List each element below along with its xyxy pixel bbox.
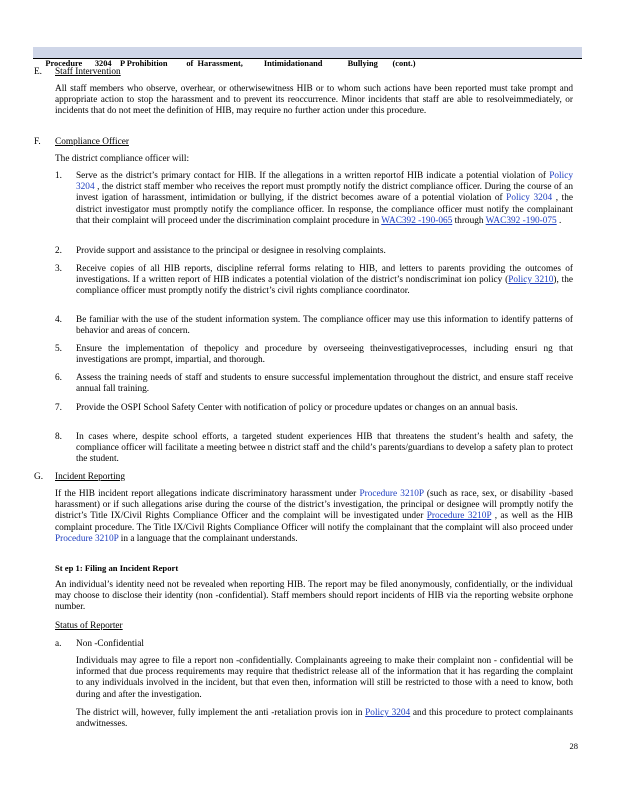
item-3-text: Receive copies of all HIB reports, discipline referral forms relating to HIB, and letters to parents providing the outcomes of investigations. If a written report of HIB indicates a potential violation of the district’s nondiscriminat ion policy (Policy 3210), the compliance officer must promptly notify the district’s civil rights compliance coordinator. <box>76 264 573 297</box>
section-g-heading: Incident Reporting <box>55 472 125 482</box>
subsection-a-letter: a. <box>55 639 62 649</box>
item-1-text: Serve as the district’s primary contact for HIB. If the allegations in a written reportof HIB indicate a potential violation of Policy 3204 , the district staff member who receives the report must promptly notify the district compliance officer. During the course of an invest igation of harassment, intimidation or bullying, if the district becomes aware of a potential violation of Policy 3204 , the district investigator must promptly notify the compliance officer. In response, the compliance officer must notify the complainant that their complaint will proceed under the discrimination complaint procedure in WAC392 -190-065 through WAC392 -190-075 . <box>76 171 573 226</box>
wac-392-190-075-link[interactable]: WAC392 -190-075 <box>485 215 557 226</box>
section-e-letter: E. <box>34 67 43 77</box>
policy-3204-link[interactable]: Policy 3204 <box>76 171 573 193</box>
item-4 <box>76 315 573 337</box>
item-2 <box>76 246 573 257</box>
section-g-paragraph-2 <box>55 580 573 614</box>
procedure-header-bar <box>33 47 582 68</box>
item-4-number: 4. <box>55 315 62 325</box>
procedure-3210p-link-2[interactable]: Procedure 3210P <box>426 511 492 522</box>
policy-3210-link[interactable]: Policy 3210 <box>508 275 554 286</box>
non-confidential-paragraph <box>76 656 573 701</box>
item-1 <box>76 171 573 227</box>
non-confidential-paragraph-text: Individuals may agree to file a report non -confidentially. Complainants agreeing to make their complaint non - confidential will be informed that due process requirements may require that thedistrict release all of the information that it has regarding the complaint to any individuals involved in the incident, but that even then, information will still be restricted to those with a need to know, both during and after the investigation. <box>76 656 573 700</box>
section-e-heading: Staff Intervention <box>55 67 121 77</box>
item-4-text: Be familiar with the use of the student information system. The compliance officer may use this information to identify patterns of behavior and areas of concern. <box>76 315 573 337</box>
section-e-body <box>55 84 573 118</box>
wac-392-190-065-link[interactable]: WAC392 -190-065 <box>381 215 453 226</box>
item-3-number: 3. <box>55 264 62 274</box>
item-6-text: Assess the training needs of staff and students to ensure successful implementation throughout the district, and ensure staff receive annual fall training. <box>76 373 573 395</box>
page-number: 28 <box>569 741 578 751</box>
anti-retaliation-paragraph <box>76 708 573 730</box>
item-5 <box>76 344 573 366</box>
item-6 <box>76 373 573 395</box>
section-f-letter: F. <box>34 137 41 147</box>
anti-retaliation-paragraph-text: The district will, however, fully implement the anti -retaliation provis ion in Policy 3204 and this procedure to protect complainants andwitnesses. <box>76 708 573 730</box>
item-2-text: Provide support and assistance to the principal or designee in resolving complaints. <box>76 246 386 256</box>
item-7-text: Provide the OSPI School Safety Center with notification of policy or procedure updates or changes on an annual basis. <box>76 403 518 413</box>
item-7-number: 7. <box>55 403 62 413</box>
section-g-paragraph-1-text: If the HIB incident report allegations indicate discriminatory harassment under Procedure 3210P (such as race, sex, or disability -based harassment) or if such allegations arise during the course of the district’s investigation, the principal or designee will promptly notify the district’s Title IX/Civil Rights Compliance Officer and the complaint will be investigated under Procedure 3210P , as well as the HIB complaint procedure. The Title IX/Civil Rights Compliance Officer will notify the complainant that the complaint will also proceed under Procedure 3210P in a language that the complainant understands. <box>55 489 574 544</box>
item-3 <box>76 264 573 298</box>
item-2-number: 2. <box>55 246 62 256</box>
section-f-heading: Compliance Officer <box>55 137 129 147</box>
section-f-intro: The district compliance officer will: <box>55 154 190 164</box>
step-1-heading: St ep 1: Filing an Incident Report <box>55 563 179 573</box>
item-5-number: 5. <box>55 344 62 354</box>
procedure-header-text: Procedure 3204 P Prohibition of Harassment, Intimidationand Bullying (cont.) <box>45 59 416 68</box>
item-5-text: Ensure the implementation of thepolicy and procedure by overseeing theinvestigativeprocesses, including ensuri ng that investigations are prompt, impartial, and thorough. <box>76 344 573 366</box>
non-confidential-heading: Non -Confidential <box>76 639 144 649</box>
item-1-number: 1. <box>55 171 62 181</box>
procedure-3210p-link-3[interactable]: Procedure 3210P <box>55 533 119 544</box>
section-e-paragraph: All staff members who observe, overhear, or otherwisewitness HIB or to whom such actions have been reported must take prompt and appropriate action to stop the harassment and to prevent its reoccurrence. Minor incidents that staff are able to resolveimmediately, or incidents that do not meet the definition of HIB, may require no further action under this procedure. <box>55 84 573 117</box>
section-g-paragraph-1 <box>55 489 573 545</box>
item-8-number: 8. <box>55 432 62 442</box>
policy-3204-link-3[interactable]: Policy 3204 <box>365 708 411 718</box>
section-g-paragraph-2-text: An individual’s identity need not be revealed when reporting HIB. The report may be filed anonymously, confidentially, or the individual may choose to disclose their identity (non -confidential). Staff members should report incidents of HIB via the reporting website orphone number. <box>55 580 573 613</box>
section-g-letter: G. <box>34 472 44 482</box>
status-of-reporter-heading: Status of Reporter <box>55 621 123 631</box>
item-8 <box>76 432 573 466</box>
procedure-3210p-link[interactable]: Procedure 3210P <box>359 489 424 499</box>
item-7 <box>76 403 573 414</box>
item-6-number: 6. <box>55 373 62 383</box>
policy-3204-link-2[interactable]: Policy 3204 <box>506 193 553 204</box>
item-8-text: In cases where, despite school efforts, a targeted student experiences HIB that threatens the student’s health and safety, the compliance officer will facilitate a meeting betwee n district staff and the child’s parents/guardians to develop a safety plan to protect the student. <box>76 432 573 465</box>
